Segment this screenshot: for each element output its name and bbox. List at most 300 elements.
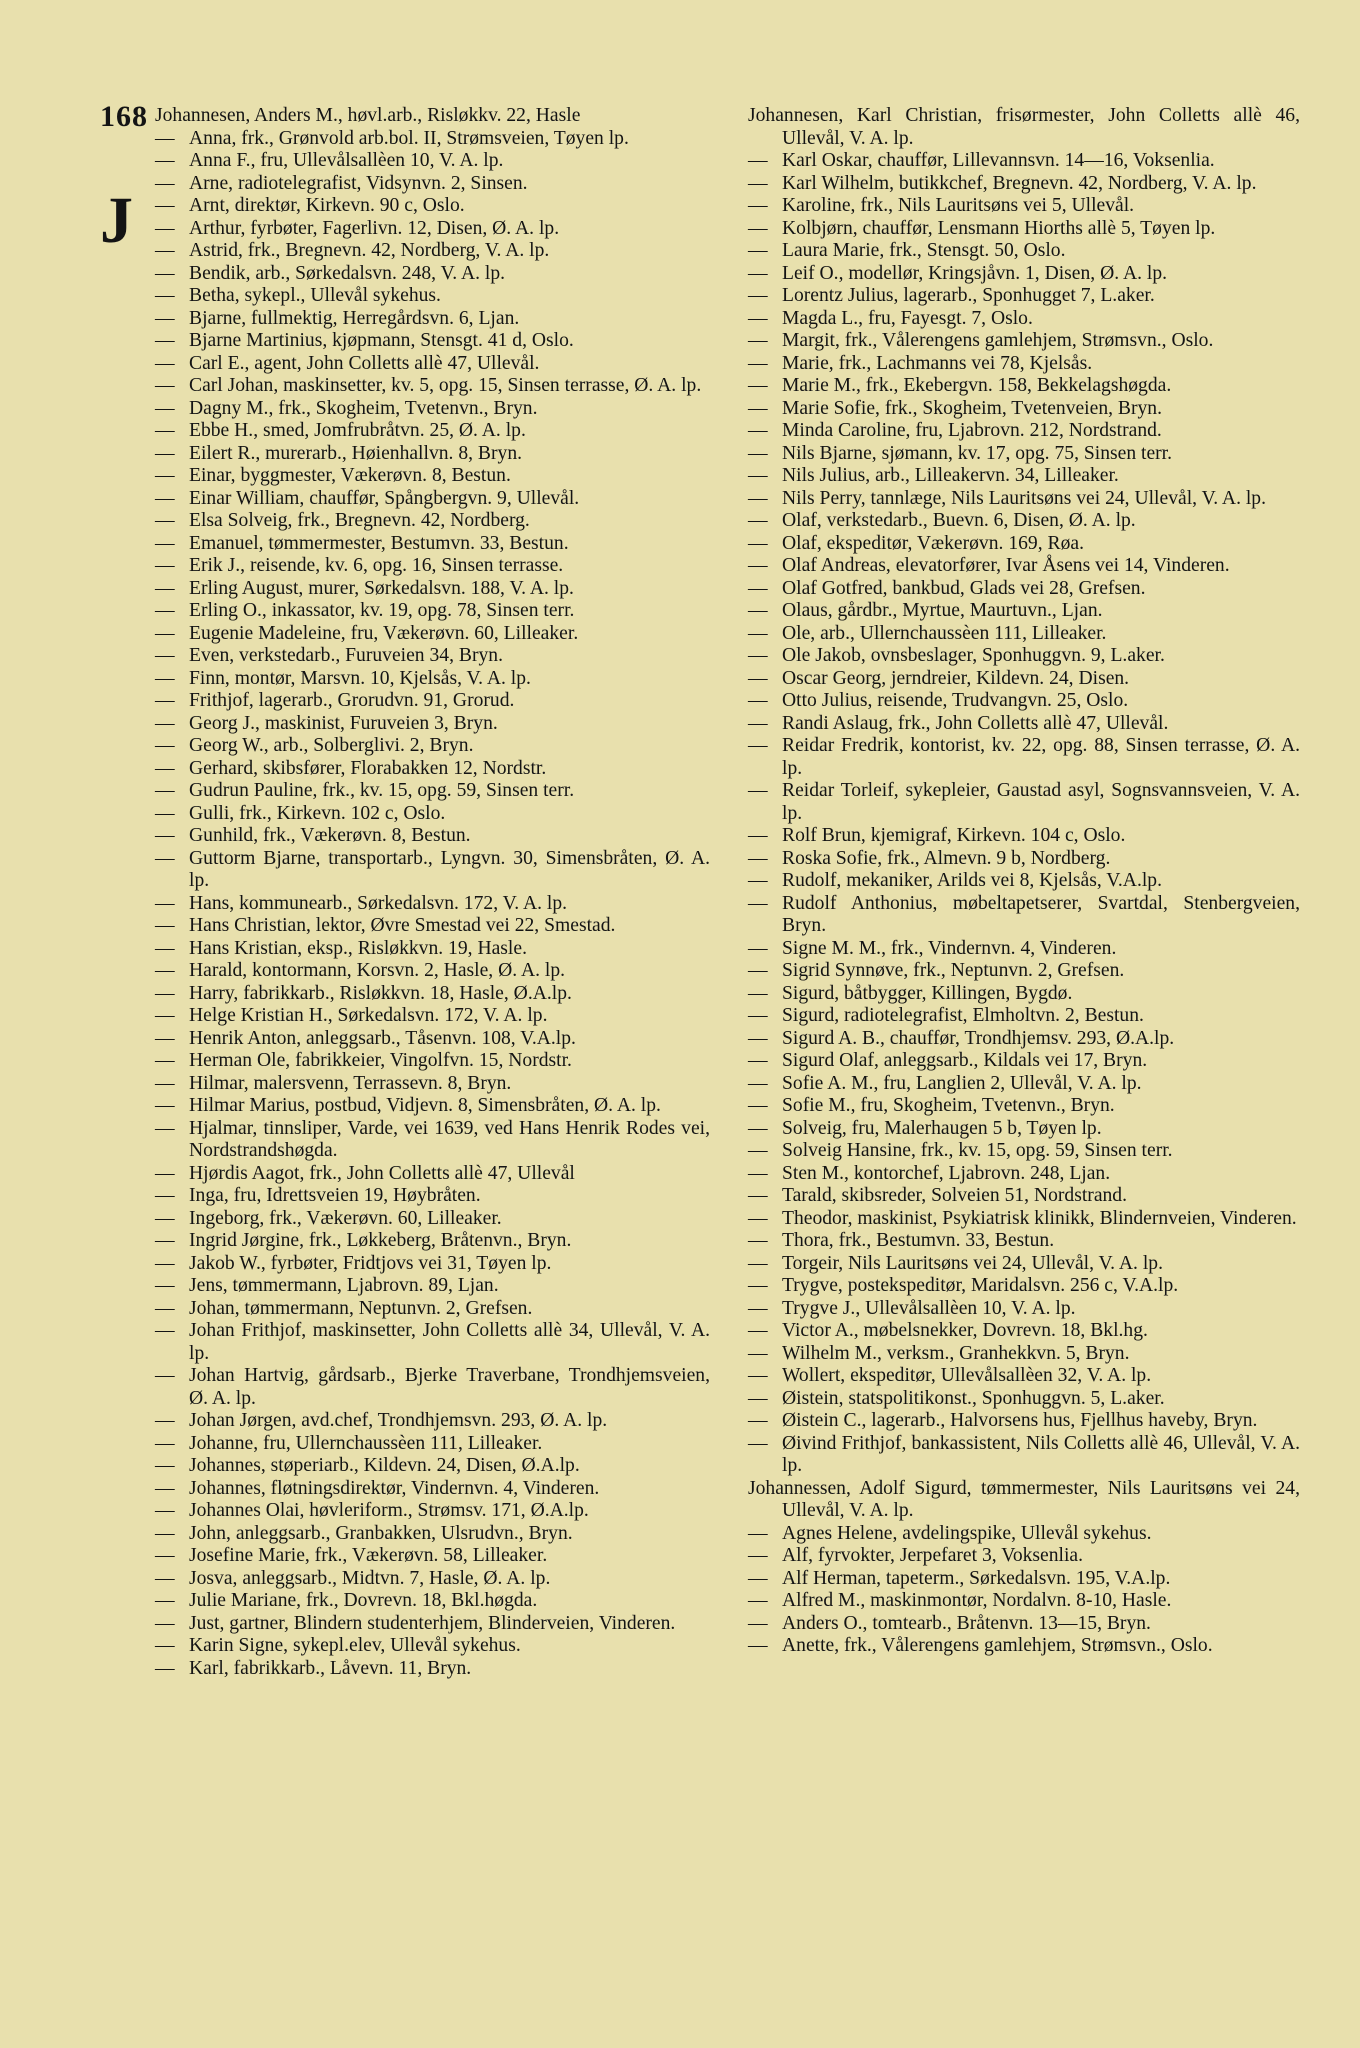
- ditto-dash: —: [155, 262, 175, 284]
- ditto-dash: —: [748, 1275, 768, 1296]
- directory-entry: [748, 893, 1300, 938]
- directory-entry: [155, 1523, 710, 1546]
- ditto-dash: —: [155, 622, 175, 644]
- ditto-dash: —: [748, 960, 768, 981]
- entry-text: Carl Johan, maskinsetter, kv. 5, opg. 15, Sinsen terrasse, Ø. A. lp.: [189, 375, 702, 396]
- ditto-dash: —: [748, 982, 768, 1004]
- entry-text: Agnes Helene, avdelingspike, Ullevål sykehus.: [782, 1522, 1152, 1544]
- right-column: [748, 105, 1300, 1658]
- directory-entry: [155, 1455, 710, 1478]
- ditto-dash: —: [748, 352, 768, 374]
- entry-text: Einar, byggmester, Vækerøvn. 8, Bestun.: [189, 465, 511, 486]
- entry-text: Harry, fabrikkarb., Risløkkvn. 18, Hasle, Ø.A.lp.: [189, 982, 572, 1004]
- ditto-dash: —: [748, 937, 768, 959]
- directory-entry: [155, 150, 710, 173]
- directory-entry: [748, 510, 1300, 533]
- directory-entry: [155, 780, 710, 803]
- directory-entry: [155, 285, 710, 308]
- entry-text: Sofie A. M., fru, Langlien 2, Ullevål, V. A. lp.: [782, 1072, 1142, 1094]
- entry-text: Laura Marie, frk., Stensgt. 50, Oslo.: [782, 240, 1066, 261]
- ditto-dash: —: [155, 1252, 175, 1274]
- directory-entry: [748, 938, 1300, 961]
- ditto-dash: —: [155, 150, 175, 171]
- directory-entry: [155, 983, 710, 1006]
- entry-text: Johan Jørgen, avd.chef, Trondhjemsvn. 293, Ø. A. lp.: [189, 1410, 608, 1431]
- directory-entry: [155, 218, 710, 241]
- entry-text: Kolbjørn, chauffør, Lensmann Hiorths allè 5, Tøyen lp.: [782, 217, 1216, 239]
- directory-entry: [748, 1388, 1300, 1411]
- directory-entry: [155, 330, 710, 353]
- directory-entry: [748, 1365, 1300, 1388]
- ditto-dash: —: [748, 1050, 768, 1071]
- directory-entry: [748, 668, 1300, 691]
- directory-entry: [748, 825, 1300, 848]
- directory-entry: [155, 848, 710, 893]
- ditto-dash: —: [748, 1387, 768, 1409]
- ditto-dash: —: [748, 1140, 768, 1161]
- directory-entry: [155, 1230, 710, 1253]
- directory-entry: [748, 713, 1300, 736]
- entry-text: Erling O., inkassator, kv. 19, opg. 78, Sinsen terr.: [189, 600, 575, 621]
- ditto-dash: —: [155, 757, 175, 779]
- directory-entry: [748, 240, 1300, 263]
- directory-entry: [748, 1545, 1300, 1568]
- ditto-dash: —: [748, 870, 768, 891]
- ditto-dash: —: [155, 1207, 175, 1229]
- entry-text: Johannessen, Adolf Sigurd, tømmermester, Nils Lauritsøns vei 24, Ullevål, V. A. lp.: [748, 1477, 1300, 1521]
- ditto-dash: —: [155, 577, 175, 599]
- entry-text: Erling August, murer, Sørkedalsvn. 188, V. A. lp.: [189, 577, 574, 599]
- entry-text: Johannesen, Anders M., høvl.arb., Risløkkv. 22, Hasle: [155, 105, 581, 126]
- directory-entry: [155, 1635, 710, 1658]
- entry-text: Bjarne Martinius, kjøpmann, Stensgt. 41 d, Oslo.: [189, 330, 574, 351]
- directory-entry: [155, 758, 710, 781]
- entry-text: Rudolf Anthonius, møbeltapetserer, Svartdal, Stenbergveien, Bryn.: [782, 892, 1300, 936]
- directory-entry: [155, 668, 710, 691]
- entry-text: Roska Sofie, frk., Almevn. 9 b, Nordberg.: [782, 847, 1111, 869]
- directory-entry: [155, 1095, 710, 1118]
- entry-text: Astrid, frk., Bregnevn. 42, Nordberg, V. A. lp.: [189, 240, 550, 261]
- directory-entry: [748, 1590, 1300, 1613]
- directory-entry: [748, 398, 1300, 421]
- directory-entry: [155, 1545, 710, 1568]
- entry-text: Marie M., frk., Ekebergvn. 158, Bekkelagshøgda.: [782, 375, 1172, 396]
- ditto-dash: —: [155, 1297, 175, 1319]
- directory-entry: [155, 510, 710, 533]
- directory-entry: [155, 488, 710, 511]
- entry-text: Karl, fabrikkarb., Låvevn. 11, Bryn.: [189, 1657, 472, 1679]
- directory-entry: [155, 1275, 710, 1298]
- ditto-dash: —: [748, 1230, 768, 1251]
- entry-text: Inga, fru, Idrettsveien 19, Høybråten.: [189, 1185, 481, 1206]
- directory-entry: [748, 1568, 1300, 1591]
- directory-entry: [155, 1208, 710, 1231]
- directory-entry: [748, 1635, 1300, 1658]
- entry-text: Marie Sofie, frk., Skogheim, Tvetenveien, Bryn.: [782, 397, 1163, 419]
- ditto-dash: —: [155, 915, 175, 936]
- directory-entry: [155, 195, 710, 218]
- entry-text: Sigurd A. B., chauffør, Trondhjemsv. 293, Ø.A.lp.: [782, 1027, 1175, 1049]
- entry-text: Alfred M., maskinmontør, Nordalvn. 8-10, Hasle.: [782, 1590, 1172, 1611]
- directory-entry: [155, 1050, 710, 1073]
- ditto-dash: —: [155, 1410, 175, 1431]
- ditto-dash: —: [748, 1612, 768, 1634]
- directory-entry: [155, 1500, 710, 1523]
- ditto-dash: —: [155, 1117, 175, 1139]
- directory-entry: [748, 1523, 1300, 1546]
- entry-text: Bjarne, fullmektig, Herregårdsvn. 6, Ljan.: [189, 307, 520, 329]
- entry-text: Arne, radiotelegrafist, Vidsynvn. 2, Sinsen.: [189, 172, 528, 194]
- entry-text: Georg W., arb., Solberglivi. 2, Bryn.: [189, 735, 474, 756]
- directory-entry: [748, 1230, 1300, 1253]
- entry-text: Øistein C., lagerarb., Halvorsens hus, Fjellhus haveby, Bryn.: [782, 1410, 1258, 1431]
- entry-text: Hjørdis Aagot, frk., John Colletts allè 47, Ullevål: [189, 1162, 575, 1184]
- directory-entry: [155, 645, 710, 668]
- ditto-dash: —: [155, 667, 175, 689]
- entry-text: Gulli, frk., Kirkevn. 102 c, Oslo.: [189, 802, 446, 824]
- ditto-dash: —: [748, 600, 768, 621]
- entry-text: Eugenie Madeleine, fru, Vækerøvn. 60, Lilleaker.: [189, 622, 579, 644]
- directory-entry: [748, 870, 1300, 893]
- entry-text: Johannes, fløtningsdirektør, Vindernvn. 4, Vinderen.: [189, 1477, 600, 1499]
- ditto-dash: —: [155, 1005, 175, 1026]
- entry-text: Hans, kommunearb., Sørkedalsvn. 172, V. A. lp.: [189, 892, 568, 914]
- entry-text: Rudolf, mekaniker, Arilds vei 8, Kjelsås, V.A.lp.: [782, 870, 1162, 891]
- entry-text: Sigurd Olaf, anleggsarb., Kildals vei 17, Bryn.: [782, 1050, 1148, 1071]
- entry-text: Johan, tømmermann, Neptunvn. 2, Grefsen.: [189, 1297, 533, 1319]
- entry-text: Oscar Georg, jerndreier, Kildevn. 24, Disen.: [782, 667, 1130, 689]
- entry-text: Otto Julius, reisende, Trudvangvn. 25, Oslo.: [782, 690, 1129, 711]
- entry-text: Ole Jakob, ovnsbeslager, Sponhuggvn. 9, L.aker.: [782, 645, 1165, 666]
- ditto-dash: —: [155, 1095, 175, 1116]
- ditto-dash: —: [748, 150, 768, 171]
- directory-surname-entry: [748, 105, 1300, 150]
- directory-entry: [748, 1163, 1300, 1186]
- ditto-dash: —: [748, 712, 768, 734]
- entry-text: Herman Ole, fabrikkeier, Vingolfvn. 15, Nordstr.: [189, 1050, 572, 1071]
- ditto-dash: —: [155, 802, 175, 824]
- entry-text: Johan Frithjof, maskinsetter, John Colletts allè 34, Ullevål, V. A. lp.: [189, 1320, 710, 1364]
- entry-text: Margit, frk., Vålerengens gamlehjem, Strømsvn., Oslo.: [782, 330, 1214, 351]
- entry-text: Nils Perry, tannlæge, Nils Lauritsøns vei 24, Ullevål, V. A. lp.: [782, 487, 1267, 509]
- directory-entry: [748, 690, 1300, 713]
- directory-entry: [155, 128, 710, 151]
- directory-entry: [748, 488, 1300, 511]
- entry-text: Just, gartner, Blindern studenterhjem, Blinderveien, Vinderen.: [189, 1612, 676, 1634]
- directory-entry: [748, 533, 1300, 556]
- entry-text: Gudrun Pauline, frk., kv. 15, opg. 59, Sinsen terr.: [189, 780, 575, 801]
- entry-text: Thora, frk., Bestumvn. 33, Bestun.: [782, 1230, 1055, 1251]
- ditto-dash: —: [748, 217, 768, 239]
- directory-entry: [748, 960, 1300, 983]
- ditto-dash: —: [748, 735, 768, 756]
- directory-entry: [155, 1028, 710, 1051]
- directory-entry: [155, 600, 710, 623]
- entry-text: Hilmar Marius, postbud, Vidjevn. 8, Simensbråten, Ø. A. lp.: [189, 1095, 661, 1116]
- directory-entry: [155, 893, 710, 916]
- directory-entry: [155, 623, 710, 646]
- entry-text: Trygve J., Ullevålsallèen 10, V. A. lp.: [782, 1297, 1076, 1319]
- ditto-dash: —: [748, 397, 768, 419]
- directory-entry: [748, 308, 1300, 331]
- entry-text: Anders O., tomtearb., Bråtenvn. 13—15, Bryn.: [782, 1612, 1151, 1634]
- ditto-dash: —: [748, 172, 768, 194]
- ditto-dash: —: [155, 1500, 175, 1521]
- directory-entry: [155, 690, 710, 713]
- entry-text: Signe M. M., frk., Vindernvn. 4, Vinderen.: [782, 937, 1117, 959]
- entry-text: Jens, tømmermann, Ljabrovn. 89, Ljan.: [189, 1275, 499, 1296]
- entry-text: Tarald, skibsreder, Solveien 51, Nordstrand.: [782, 1185, 1128, 1206]
- directory-entry: [748, 263, 1300, 286]
- directory-entry: [748, 1208, 1300, 1231]
- ditto-dash: —: [748, 1365, 768, 1386]
- entry-text: Olaf, ekspeditør, Vækerøvn. 169, Røa.: [782, 532, 1084, 554]
- directory-entry: [155, 825, 710, 848]
- entry-text: Olaf Gotfred, bankbud, Glads vei 28, Grefsen.: [782, 577, 1146, 599]
- ditto-dash: —: [748, 510, 768, 531]
- ditto-dash: —: [155, 847, 175, 869]
- entry-text: Helge Kristian H., Sørkedalsvn. 172, V. A. lp.: [189, 1005, 548, 1026]
- ditto-dash: —: [748, 1567, 768, 1589]
- ditto-dash: —: [748, 555, 768, 576]
- ditto-dash: —: [155, 645, 175, 666]
- entry-text: Alf Herman, tapeterm., Sørkedalsvn. 195, V.A.lp.: [782, 1567, 1171, 1589]
- directory-entry: [155, 1320, 710, 1365]
- ditto-dash: —: [155, 217, 175, 239]
- entry-text: Julie Mariane, frk., Dovrevn. 18, Bkl.høgda.: [189, 1590, 538, 1611]
- entry-text: Sofie M., fru, Skogheim, Tvetenvn., Bryn.: [782, 1095, 1115, 1116]
- entry-text: Hilmar, malersvenn, Terrassevn. 8, Bryn.: [189, 1072, 512, 1094]
- ditto-dash: —: [748, 420, 768, 441]
- entry-text: Ingrid Jørgine, frk., Løkkeberg, Bråtenvn., Bryn.: [189, 1230, 572, 1251]
- directory-entry: [155, 555, 710, 578]
- entry-text: Finn, montør, Marsvn. 10, Kjelsås, V. A. lp.: [189, 667, 531, 689]
- entry-text: Sten M., kontorchef, Ljabrovn. 248, Ljan.: [782, 1162, 1111, 1184]
- entry-text: Johannesen, Karl Christian, frisørmester, John Colletts allè 46, Ullevål, V. A. lp.: [748, 105, 1300, 149]
- ditto-dash: —: [155, 690, 175, 711]
- directory-entry: [155, 1005, 710, 1028]
- ditto-dash: —: [155, 1275, 175, 1296]
- directory-entry: [155, 398, 710, 421]
- directory-entry: [748, 578, 1300, 601]
- ditto-dash: —: [748, 622, 768, 644]
- entry-text: Bendik, arb., Sørkedalsvn. 248, V. A. lp.: [189, 262, 506, 284]
- directory-entry: [155, 533, 710, 556]
- ditto-dash: —: [155, 712, 175, 734]
- entry-text: Ebbe H., smed, Jomfrubråtvn. 25, Ø. A. lp.: [189, 420, 526, 441]
- entry-text: Arnt, direktør, Kirkevn. 90 c, Oslo.: [189, 195, 465, 216]
- entry-text: Solveig, fru, Malerhaugen 5 b, Tøyen lp.: [782, 1117, 1102, 1139]
- ditto-dash: —: [748, 1320, 768, 1341]
- ditto-dash: —: [748, 1590, 768, 1611]
- ditto-dash: —: [155, 195, 175, 216]
- directory-surname-entry: [748, 1478, 1300, 1523]
- entry-text: Hans Christian, lektor, Øvre Smestad vei 22, Smestad.: [189, 915, 616, 936]
- entry-text: Lorentz Julius, lagerarb., Sponhugget 7, L.aker.: [782, 285, 1155, 306]
- entry-text: Victor A., møbelsnekker, Dovrevn. 18, Bkl.hg.: [782, 1320, 1148, 1341]
- directory-entry: [155, 308, 710, 331]
- directory-entry: [155, 1185, 710, 1208]
- directory-entry: [155, 1410, 710, 1433]
- entry-text: Dagny M., frk., Skogheim, Tvetenvn., Bryn.: [189, 397, 538, 419]
- entry-text: Solveig Hansine, frk., kv. 15, opg. 59, Sinsen terr.: [782, 1140, 1173, 1161]
- ditto-dash: —: [155, 937, 175, 959]
- ditto-dash: —: [155, 487, 175, 509]
- ditto-dash: —: [748, 645, 768, 666]
- directory-entry: [155, 803, 710, 826]
- directory-entry: [155, 420, 710, 443]
- ditto-dash: —: [155, 1657, 175, 1679]
- ditto-dash: —: [155, 285, 175, 306]
- ditto-dash: —: [155, 960, 175, 981]
- ditto-dash: —: [748, 1522, 768, 1544]
- ditto-dash: —: [155, 1477, 175, 1499]
- entry-text: Anna F., fru, Ullevålsallèen 10, V. A. lp.: [189, 150, 504, 171]
- directory-entry: [748, 1343, 1300, 1366]
- entry-text: Josefine Marie, frk., Vækerøvn. 58, Lilleaker.: [189, 1545, 548, 1566]
- entry-text: Nils Bjarne, sjømann, kv. 17, opg. 75, Sinsen terr.: [782, 442, 1173, 464]
- entry-text: Nils Julius, arb., Lilleakervn. 34, Lilleaker.: [782, 465, 1119, 486]
- directory-entry: [155, 735, 710, 758]
- directory-entry: [748, 218, 1300, 241]
- entry-text: Sigrid Synnøve, frk., Neptunvn. 2, Grefsen.: [782, 960, 1125, 981]
- entry-text: Frithjof, lagerarb., Grorudvn. 91, Grorud.: [189, 690, 515, 711]
- ditto-dash: —: [748, 1545, 768, 1566]
- ditto-dash: —: [155, 330, 175, 351]
- directory-entry: [748, 1095, 1300, 1118]
- entry-text: Karl Wilhelm, butikkchef, Bregnevn. 42, Nordberg, V. A. lp.: [782, 172, 1257, 194]
- entry-text: Josva, anleggsarb., Midtvn. 7, Hasle, Ø. A. lp.: [189, 1567, 551, 1589]
- ditto-dash: —: [155, 1545, 175, 1566]
- ditto-dash: —: [748, 375, 768, 396]
- entry-text: Carl E., agent, John Colletts allè 47, Ullevål.: [189, 352, 540, 374]
- entry-text: Georg J., maskinist, Furuveien 3, Bryn.: [189, 712, 498, 734]
- entry-text: Karoline, frk., Nils Lauritsøns vei 5, Ullevål.: [782, 195, 1135, 216]
- ditto-dash: —: [155, 1027, 175, 1049]
- ditto-dash: —: [748, 1117, 768, 1139]
- directory-entry: [748, 173, 1300, 196]
- directory-entry: [155, 578, 710, 601]
- directory-entry: [748, 1298, 1300, 1321]
- directory-entry: [155, 960, 710, 983]
- ditto-dash: —: [155, 1162, 175, 1184]
- ditto-dash: —: [155, 1612, 175, 1634]
- ditto-dash: —: [748, 532, 768, 554]
- directory-entry: [748, 285, 1300, 308]
- ditto-dash: —: [748, 780, 768, 801]
- ditto-dash: —: [155, 555, 175, 576]
- ditto-dash: —: [155, 1522, 175, 1544]
- ditto-dash: —: [748, 825, 768, 846]
- directory-entry: [155, 1590, 710, 1613]
- entry-text: Randi Aslaug, frk., John Colletts allè 47, Ullevål.: [782, 712, 1169, 734]
- ditto-dash: —: [155, 1455, 175, 1476]
- directory-entry: [748, 1613, 1300, 1636]
- directory-entry: [155, 1478, 710, 1501]
- ditto-dash: —: [155, 307, 175, 329]
- directory-entry: [155, 375, 710, 398]
- directory-entry: [748, 1073, 1300, 1096]
- entry-text: Leif O., modellør, Kringsjåvn. 1, Disen, Ø. A. lp.: [782, 262, 1168, 284]
- directory-entry: [748, 150, 1300, 173]
- entry-text: Ingeborg, frk., Vækerøvn. 60, Lilleaker.: [189, 1207, 502, 1229]
- ditto-dash: —: [155, 1320, 175, 1341]
- ditto-dash: —: [155, 1635, 175, 1656]
- ditto-dash: —: [748, 690, 768, 711]
- directory-entry: [748, 1433, 1300, 1478]
- entry-text: Anna, frk., Grønvold arb.bol. II, Strømsveien, Tøyen lp.: [189, 127, 629, 149]
- directory-entry: [155, 938, 710, 961]
- ditto-dash: —: [748, 1342, 768, 1364]
- entry-text: Eilert R., murerarb., Høienhallvn. 8, Bryn.: [189, 442, 523, 464]
- directory-entry: [155, 1298, 710, 1321]
- entry-text: Hjalmar, tinnsliper, Varde, vei 1639, ved Hans Henrik Rodes vei, Nordstrandshøgda.: [189, 1117, 710, 1161]
- ditto-dash: —: [748, 285, 768, 306]
- entry-text: Reidar Torleif, sykepleier, Gaustad asyl, Sognsvannsveien, V. A. lp.: [782, 780, 1300, 824]
- entry-text: Johannes Olai, høvleriform., Strømsv. 171, Ø.A.lp.: [189, 1500, 589, 1521]
- entry-text: Ole, arb., Ullernchaussèen 111, Lilleaker.: [782, 622, 1107, 644]
- directory-entry: [155, 1163, 710, 1186]
- ditto-dash: —: [748, 1095, 768, 1116]
- ditto-dash: —: [155, 510, 175, 531]
- directory-entry: [748, 1028, 1300, 1051]
- ditto-dash: —: [748, 1072, 768, 1094]
- entry-text: Trygve, postekspeditør, Maridalsvn. 256 c, V.A.lp.: [782, 1275, 1179, 1296]
- ditto-dash: —: [748, 1162, 768, 1184]
- ditto-dash: —: [155, 1072, 175, 1094]
- ditto-dash: —: [748, 1005, 768, 1026]
- ditto-dash: —: [155, 780, 175, 801]
- entry-text: Hans Kristian, eksp., Risløkkvn. 19, Hasle.: [189, 937, 527, 959]
- ditto-dash: —: [155, 375, 175, 396]
- directory-entry: [155, 173, 710, 196]
- entry-text: Minda Caroline, fru, Ljabrovn. 212, Nordstrand.: [782, 420, 1162, 441]
- ditto-dash: —: [748, 1297, 768, 1319]
- ditto-dash: —: [155, 532, 175, 554]
- entry-text: Erik J., reisende, kv. 6, opg. 16, Sinsen terrasse.: [189, 555, 564, 576]
- directory-entry: [748, 1320, 1300, 1343]
- ditto-dash: —: [748, 262, 768, 284]
- entry-text: Theodor, maskinist, Psykiatrisk klinikk, Blindernveien, Vinderen.: [782, 1207, 1297, 1229]
- directory-entry: [748, 983, 1300, 1006]
- directory-entry: [155, 443, 710, 466]
- entry-text: Karin Signe, sykepl.elev, Ullevål sykehus.: [189, 1635, 521, 1656]
- ditto-dash: —: [155, 825, 175, 846]
- directory-entry: [155, 1365, 710, 1410]
- ditto-dash: —: [155, 352, 175, 374]
- entry-text: Marie, frk., Lachmanns vei 78, Kjelsås.: [782, 352, 1093, 374]
- ditto-dash: —: [748, 1432, 768, 1454]
- entry-text: Gunhild, frk., Vækerøvn. 8, Bestun.: [189, 825, 471, 846]
- entry-text: Guttorm Bjarne, transportarb., Lyngvn. 30, Simensbråten, Ø. A. lp.: [189, 847, 710, 891]
- ditto-dash: —: [748, 1635, 768, 1656]
- entry-text: Elsa Solveig, frk., Bregnevn. 42, Nordberg.: [189, 510, 530, 531]
- ditto-dash: —: [748, 892, 768, 914]
- directory-entry: [748, 600, 1300, 623]
- ditto-dash: —: [748, 1252, 768, 1274]
- ditto-dash: —: [155, 442, 175, 464]
- left-column: [155, 105, 710, 1680]
- ditto-dash: —: [748, 465, 768, 486]
- entry-text: Wilhelm M., verksm., Granhekkvn. 5, Bryn.: [782, 1342, 1130, 1364]
- entry-text: Karl Oskar, chauffør, Lillevannsvn. 14—16, Voksenlia.: [782, 150, 1215, 171]
- entry-text: Torgeir, Nils Lauritsøns vei 24, Ullevål, V. A. lp.: [782, 1252, 1163, 1274]
- ditto-dash: —: [155, 1567, 175, 1589]
- entry-text: Olaf Andreas, elevatorfører, Ivar Åsens vei 14, Vinderen.: [782, 555, 1230, 576]
- ditto-dash: —: [155, 1185, 175, 1206]
- directory-entry: [748, 195, 1300, 218]
- directory-entry: [155, 1658, 710, 1681]
